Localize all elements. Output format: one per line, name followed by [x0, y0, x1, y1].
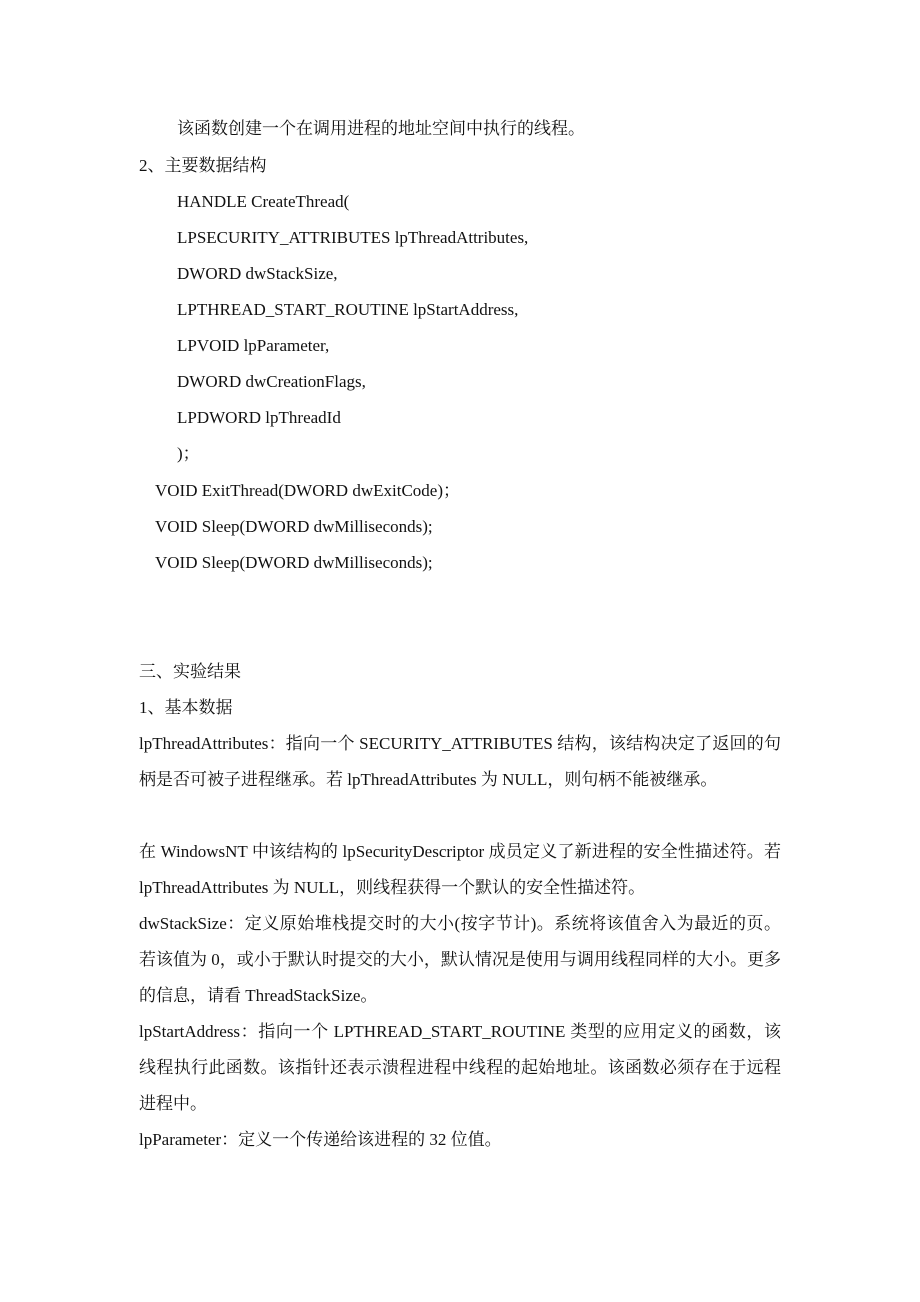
code-line: LPTHREAD_START_ROUTINE lpStartAddress, [177, 300, 519, 319]
code-line-sleep: VOID Sleep(DWORD dwMilliseconds); [155, 553, 433, 572]
code-line: LPSECURITY_ATTRIBUTES lpThreadAttributes, [177, 228, 529, 247]
code-line: LPDWORD lpThreadId [177, 408, 341, 427]
paragraph-security-descriptor: 在 WindowsNT 中该结构的 lpSecurityDescriptor 成员定义了新进程的安全性描述符。若 lpThreadAttributes 为 NULL，则线程获得一个默认的安全性描述符。 [139, 842, 781, 897]
code-line: )； [177, 444, 200, 463]
section-heading-data-structures: 2、主要数据结构 [139, 156, 267, 175]
code-line-exitthread: VOID ExitThread(DWORD dwExitCode)； [155, 481, 460, 500]
code-line: DWORD dwCreationFlags, [177, 372, 366, 391]
code-line: HANDLE CreateThread( [177, 192, 350, 211]
paragraph-lpstartaddress: lpStartAddress：指向一个 LPTHREAD_START_ROUTINE 类型的应用定义的函数，该线程执行此函数。该指针还表示溃程进程中线程的起始地址。该函数必须存在于远程进程中。 [139, 1022, 781, 1113]
code-line-sleep: VOID Sleep(DWORD dwMilliseconds); [155, 517, 433, 536]
paragraph-lpthreadattributes: lpThreadAttributes：指向一个 SECURITY_ATTRIBUTES 结构，该结构决定了返回的句柄是否可被子进程继承。若 lpThreadAttributes 为 NULL，则句柄不能被继承。 [139, 734, 781, 789]
code-line: LPVOID lpParameter, [177, 336, 330, 355]
paragraph-dwstacksize: dwStackSize：定义原始堆栈提交时的大小(按字节计)。系统将该值舍入为最近的页。若该值为 0，或小于默认时提交的大小，默认情况是使用与调用线程同样的大小。更多的信息，请看 ThreadStackSize。 [139, 914, 781, 1005]
function-description: 该函数创建一个在调用进程的地址空间中执行的线程。 [177, 119, 585, 138]
paragraph-lpparameter: lpParameter：定义一个传递给该进程的 32 位值。 [139, 1130, 502, 1149]
subheading-basic-data: 1、基本数据 [139, 698, 233, 717]
section-heading-results: 三、实验结果 [139, 662, 241, 681]
code-line: DWORD dwStackSize, [177, 264, 338, 283]
